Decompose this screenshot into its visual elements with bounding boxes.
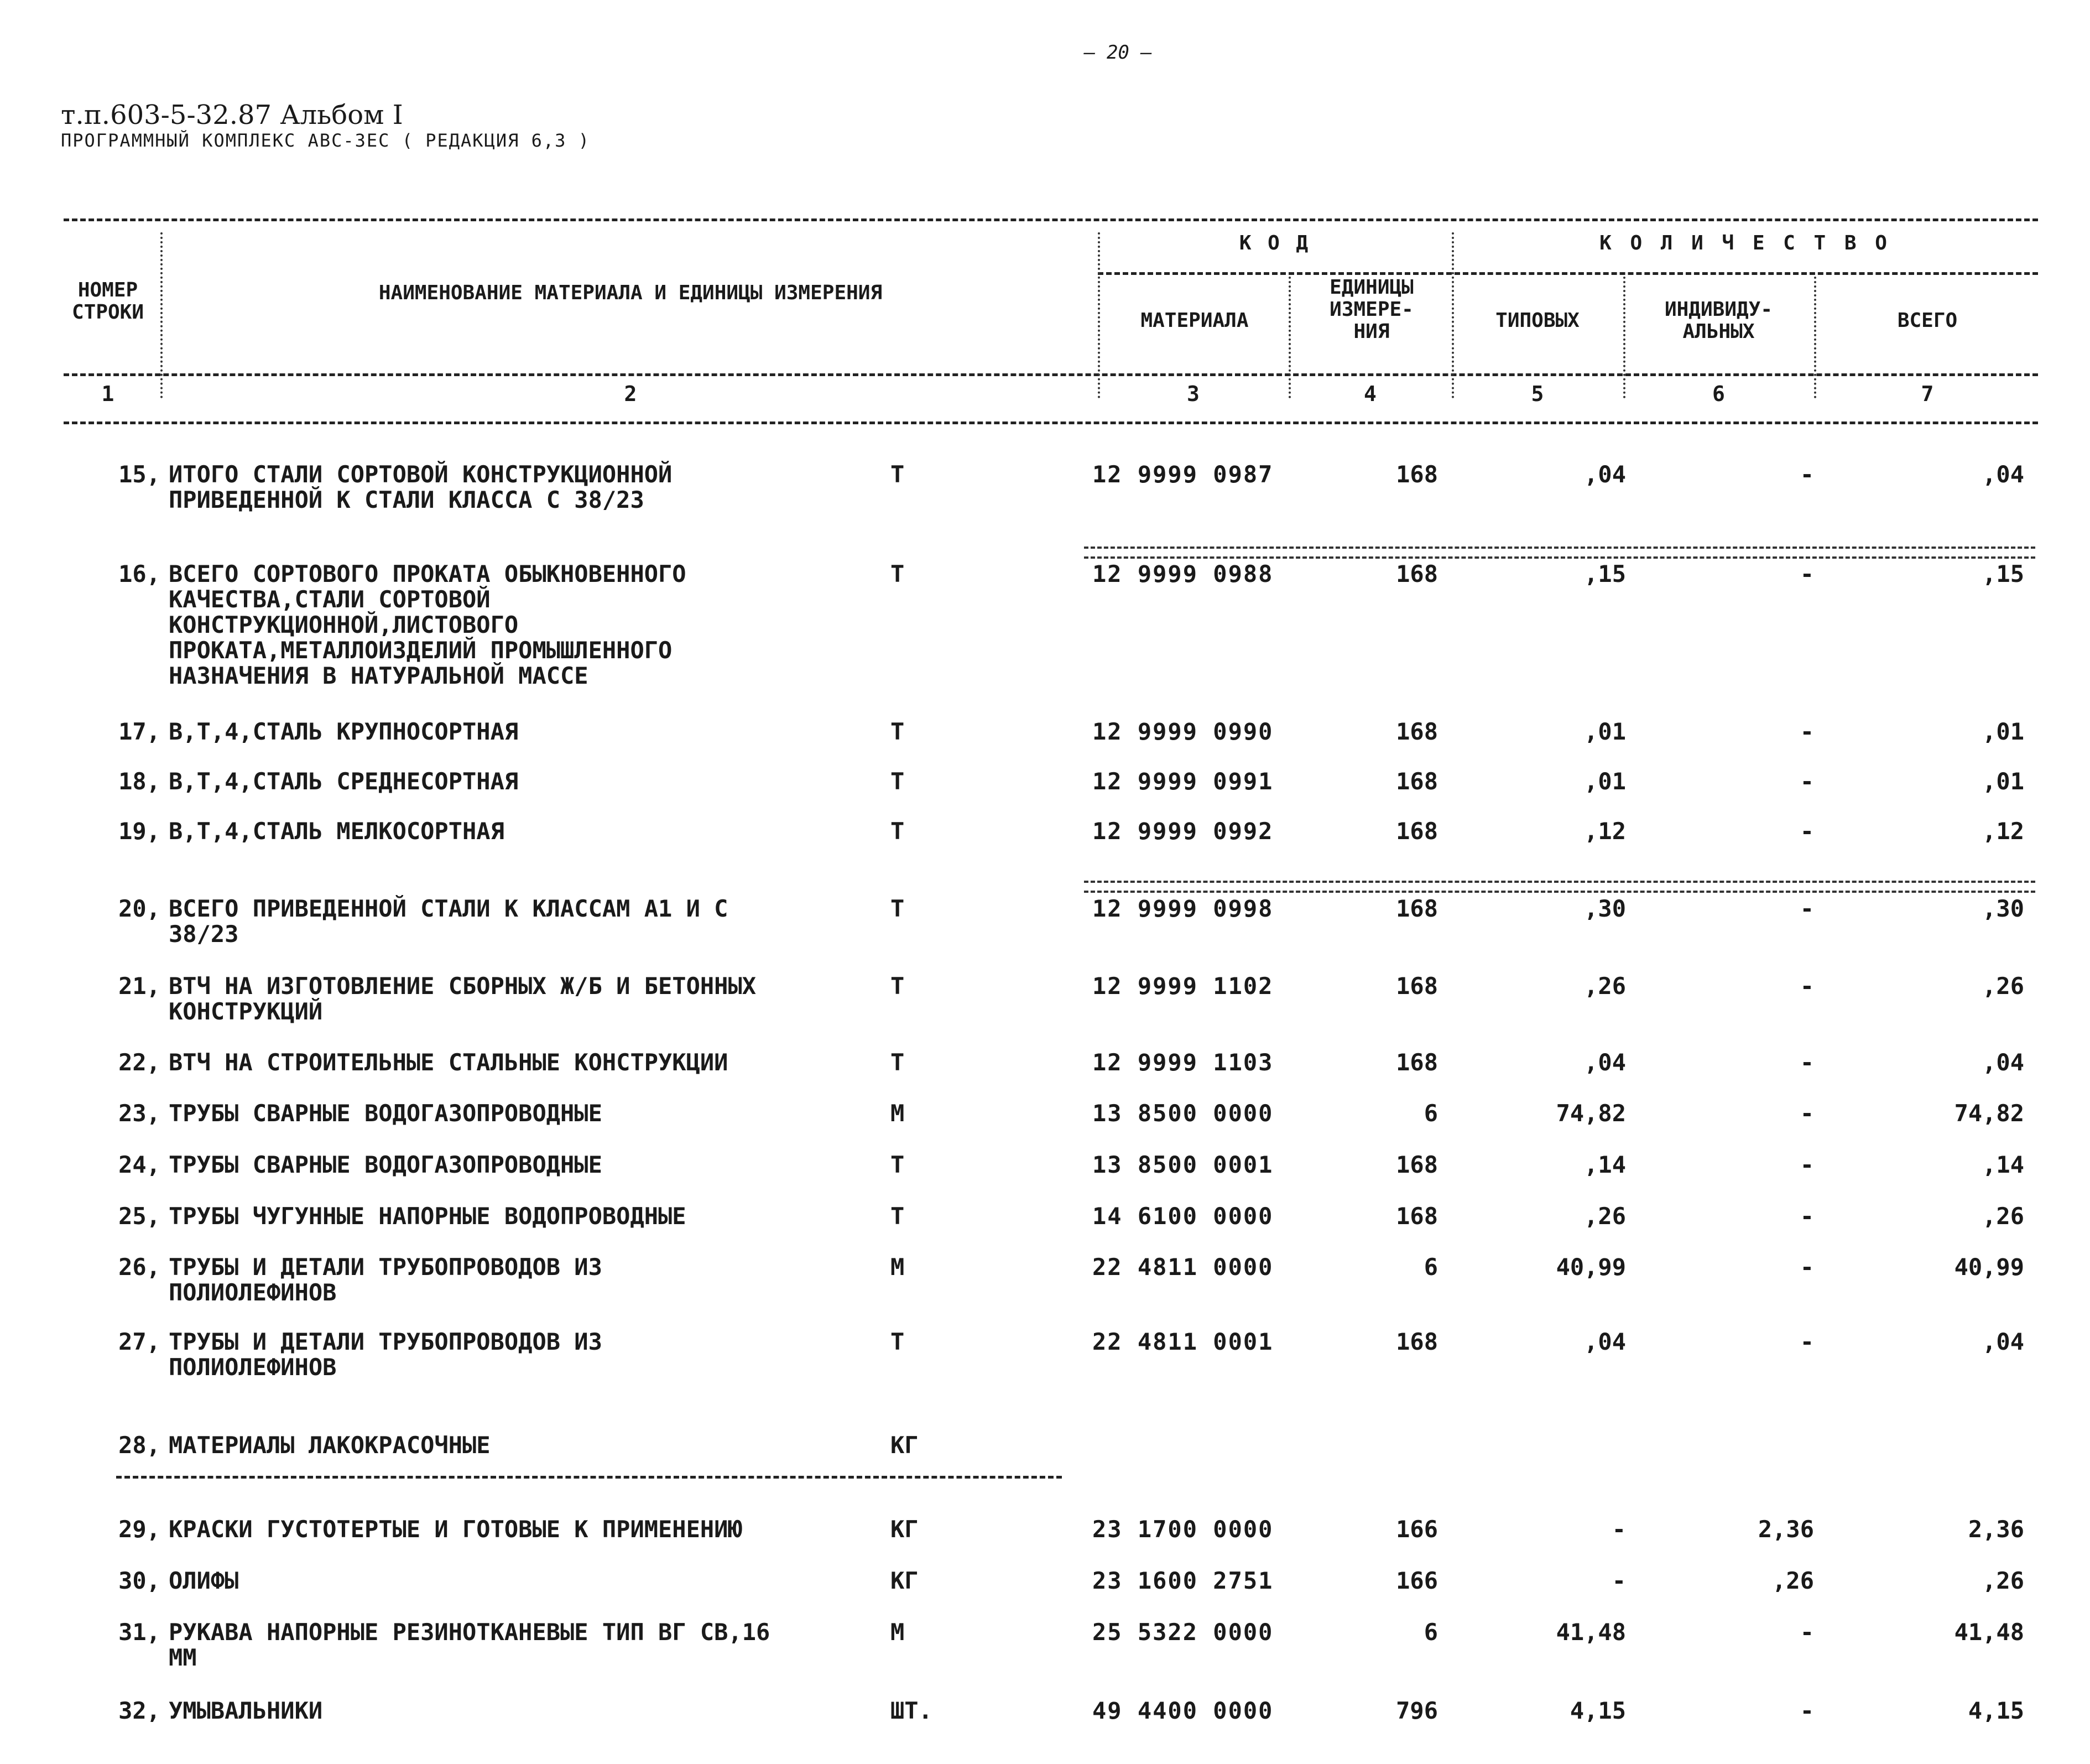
unit-of-measure: Т [890, 972, 905, 1000]
unit-code: 6 [1424, 1100, 1438, 1127]
material-name: УМЫВАЛЬНИКИ [169, 1697, 323, 1724]
material-code: 12 9999 0992 [1092, 818, 1274, 845]
unit-code: 166 [1396, 1516, 1438, 1543]
header-code: К О Д [1239, 232, 1311, 254]
quantity-subheader-rule [1455, 272, 2038, 275]
col-divider [160, 232, 163, 398]
header-code-unit: ЕДИНИЦЫ ИЗМЕРЕ- НИЯ [1330, 276, 1414, 343]
material-name: ТРУБЫ ЧУГУННЫЕ НАПОРНЫЕ ВОДОПРОВОДНЫЕ [169, 1203, 686, 1230]
material-code: 12 9999 0998 [1092, 895, 1274, 922]
unit-code: 796 [1396, 1697, 1438, 1724]
column-numbers-rule [64, 422, 2038, 424]
total-quantity: 74,82 [1954, 1100, 2024, 1127]
column-number: 5 [1531, 382, 1544, 406]
col-divider [1289, 277, 1291, 398]
total-quantity: ,30 [1982, 895, 2024, 922]
unit-code: 168 [1396, 768, 1438, 795]
unit-of-measure: ШТ. [890, 1697, 932, 1724]
row-number: 23, [118, 1100, 160, 1127]
total-quantity: ,15 [1982, 560, 2024, 587]
material-code: 14 6100 0000 [1092, 1203, 1274, 1230]
column-number: 1 [101, 382, 114, 406]
material-code: 23 1600 2751 [1092, 1567, 1274, 1594]
column-number: 6 [1712, 382, 1725, 406]
unit-of-measure: КГ [890, 1516, 919, 1543]
unit-code: 168 [1396, 1328, 1438, 1355]
row-number: 21, [118, 972, 160, 1000]
total-quantity: 4,15 [1968, 1697, 2024, 1724]
header-row-number: НОМЕР СТРОКИ [71, 279, 144, 324]
row-number: 32, [118, 1697, 160, 1724]
unit-of-measure: Т [890, 768, 905, 795]
typical-quantity: ,30 [1584, 895, 1626, 922]
material-name: МАТЕРИАЛЫ ЛАКОКРАСОЧНЫЕ [169, 1432, 491, 1459]
material-code: 12 9999 0988 [1092, 560, 1274, 587]
material-name: РУКАВА НАПОРНЫЕ РЕЗИНОТКАНЕВЫЕ ТИП ВГ СВ,16 ММ [169, 1619, 770, 1671]
material-code: 49 4400 0000 [1092, 1697, 1274, 1724]
row-number: 26, [118, 1253, 160, 1281]
total-quantity: 41,48 [1954, 1619, 2024, 1646]
individual-quantity: - [1800, 560, 1814, 587]
individual-quantity: - [1800, 1619, 1814, 1646]
total-quantity: ,04 [1982, 1049, 2024, 1076]
column-number: 2 [624, 382, 637, 406]
code-subheader-rule [1098, 272, 1485, 275]
material-name: ТРУБЫ И ДЕТАЛИ ТРУБОПРОВОДОВ ИЗ ПОЛИОЛЕФИНОВ [169, 1328, 602, 1381]
unit-code: 168 [1396, 1151, 1438, 1178]
header-total: ВСЕГО [1897, 309, 1958, 332]
row-number: 31, [118, 1619, 160, 1646]
total-quantity: ,26 [1982, 1567, 2024, 1594]
unit-of-measure: Т [890, 560, 905, 587]
unit-of-measure: М [890, 1253, 905, 1281]
total-quantity: ,26 [1982, 1203, 2024, 1230]
total-quantity: ,04 [1982, 1328, 2024, 1355]
typical-quantity: ,04 [1584, 1328, 1626, 1355]
individual-quantity: - [1800, 818, 1814, 845]
unit-of-measure: Т [890, 818, 905, 845]
individual-quantity: - [1800, 1049, 1814, 1076]
row-number: 29, [118, 1516, 160, 1543]
individual-quantity: 2,36 [1758, 1516, 1814, 1543]
individual-quantity: - [1800, 461, 1814, 488]
column-number: 4 [1364, 382, 1377, 406]
material-code: 12 9999 0991 [1092, 768, 1274, 795]
typical-quantity: ,01 [1584, 768, 1626, 795]
unit-of-measure: Т [890, 1151, 905, 1178]
double-separator [1084, 547, 2035, 559]
material-code: 22 4811 0000 [1092, 1253, 1274, 1281]
material-code: 25 5322 0000 [1092, 1619, 1274, 1646]
unit-code: 168 [1396, 895, 1438, 922]
row-number: 20, [118, 895, 160, 922]
unit-code: 168 [1396, 1203, 1438, 1230]
unit-of-measure: М [890, 1619, 905, 1646]
material-code: 13 8500 0000 [1092, 1100, 1274, 1127]
typical-quantity: ,01 [1584, 718, 1626, 745]
row-number: 19, [118, 818, 160, 845]
row-number: 28, [118, 1432, 160, 1459]
row-number: 27, [118, 1328, 160, 1355]
unit-of-measure: Т [890, 718, 905, 745]
unit-of-measure: Т [890, 1203, 905, 1230]
unit-of-measure: Т [890, 895, 905, 922]
typical-quantity: - [1612, 1567, 1626, 1594]
material-name: ТРУБЫ СВАРНЫЕ ВОДОГАЗОПРОВОДНЫЕ [169, 1100, 602, 1127]
row-number: 16, [118, 560, 160, 587]
material-code: 22 4811 0001 [1092, 1328, 1274, 1355]
individual-quantity: - [1800, 1328, 1814, 1355]
material-name: КРАСКИ ГУСТОТЕРТЫЕ И ГОТОВЫЕ К ПРИМЕНЕНИЮ [169, 1516, 742, 1543]
typical-quantity: ,26 [1584, 1203, 1626, 1230]
individual-quantity: - [1800, 895, 1814, 922]
material-name: ТРУБЫ И ДЕТАЛИ ТРУБОПРОВОДОВ ИЗ ПОЛИОЛЕФИНОВ [169, 1253, 602, 1306]
individual-quantity: - [1800, 1253, 1814, 1281]
unit-code: 168 [1396, 1049, 1438, 1076]
header-typical: ТИПОВЫХ [1495, 309, 1580, 332]
group-underline [116, 1476, 1062, 1479]
header-bottom-rule [64, 373, 2038, 376]
typical-quantity: 74,82 [1556, 1100, 1626, 1127]
typical-quantity: 4,15 [1570, 1697, 1626, 1724]
total-quantity: ,01 [1982, 718, 2024, 745]
program-complex-line: ПРОГРАММНЫЙ КОМПЛЕКС АВС-3ЕС ( РЕДАКЦИЯ 6,3 ) [61, 130, 590, 151]
material-code: 23 1700 0000 [1092, 1516, 1274, 1543]
total-quantity: ,26 [1982, 972, 2024, 1000]
unit-code: 166 [1396, 1567, 1438, 1594]
material-name: ИТОГО СТАЛИ СОРТОВОЙ КОНСТРУКЦИОННОЙ ПРИВЕДЕННОЙ К СТАЛИ КЛАССА С 38/23 [169, 461, 673, 513]
col-divider [1623, 277, 1625, 398]
total-quantity: 40,99 [1954, 1253, 2024, 1281]
material-name: ОЛИФЫ [169, 1567, 239, 1594]
individual-quantity: - [1800, 972, 1814, 1000]
col-divider [1814, 277, 1816, 398]
material-name: В,Т,4,СТАЛЬ СРЕДНЕСОРТНАЯ [169, 768, 519, 795]
col-divider [1098, 232, 1100, 398]
header-quantity: К О Л И Ч Е С Т В О [1599, 232, 1890, 254]
total-quantity: 2,36 [1968, 1516, 2024, 1543]
material-code: 12 9999 0990 [1092, 718, 1274, 745]
material-name: ТРУБЫ СВАРНЫЕ ВОДОГАЗОПРОВОДНЫЕ [169, 1151, 602, 1178]
document-code: т.п.603-5-32.87 Альбом I [61, 100, 403, 131]
row-number: 25, [118, 1203, 160, 1230]
individual-quantity: - [1800, 1100, 1814, 1127]
individual-quantity: - [1800, 1697, 1814, 1724]
individual-quantity: - [1800, 768, 1814, 795]
typical-quantity: 41,48 [1556, 1619, 1626, 1646]
row-number: 24, [118, 1151, 160, 1178]
total-quantity: ,01 [1982, 768, 2024, 795]
material-name: ВСЕГО СОРТОВОГО ПРОКАТА ОБЫКНОВЕННОГО КАЧЕСТВА,СТАЛИ СОРТОВОЙ КОНСТРУКЦИОННОЙ,ЛИСТОВОГО ПРОКАТА,МЕТАЛЛОИЗДЕЛИЙ ПРОМЫШЛЕННОГО НАЗНАЧЕНИЯ В НАТУРАЛЬНОЙ МАССЕ [169, 560, 686, 689]
row-number: 30, [118, 1567, 160, 1594]
col-divider [1452, 232, 1454, 398]
unit-code: 168 [1396, 461, 1438, 488]
material-code: 13 8500 0001 [1092, 1151, 1274, 1178]
individual-quantity: - [1800, 1151, 1814, 1178]
material-code: 12 9999 1102 [1092, 972, 1274, 1000]
total-quantity: ,04 [1982, 461, 2024, 488]
typical-quantity: ,12 [1584, 818, 1626, 845]
individual-quantity: - [1800, 718, 1814, 745]
material-name: ВСЕГО ПРИВЕДЕННОЙ СТАЛИ К КЛАССАМ А1 И С 38/23 [169, 895, 728, 948]
typical-quantity: ,04 [1584, 1049, 1626, 1076]
material-name: В,Т,4,СТАЛЬ МЕЛКОСОРТНАЯ [169, 818, 504, 845]
row-number: 17, [118, 718, 160, 745]
total-quantity: ,14 [1982, 1151, 2024, 1178]
row-number: 15, [118, 461, 160, 488]
unit-code: 168 [1396, 972, 1438, 1000]
column-number: 3 [1187, 382, 1200, 406]
unit-code: 6 [1424, 1253, 1438, 1281]
individual-quantity: ,26 [1772, 1567, 1814, 1594]
individual-quantity: - [1800, 1203, 1814, 1230]
unit-of-measure: М [890, 1100, 905, 1127]
header-individual: ИНДИВИДУ- АЛЬНЫХ [1664, 298, 1773, 343]
unit-of-measure: Т [890, 1328, 905, 1355]
typical-quantity: ,04 [1584, 461, 1626, 488]
material-name: В,Т,4,СТАЛЬ КРУПНОСОРТНАЯ [169, 718, 519, 745]
material-code: 12 9999 1103 [1092, 1049, 1274, 1076]
typical-quantity: ,15 [1584, 560, 1626, 587]
unit-code: 168 [1396, 718, 1438, 745]
double-separator [1084, 881, 2035, 893]
typical-quantity: ,26 [1584, 972, 1626, 1000]
row-number: 18, [118, 768, 160, 795]
material-name: ВТЧ НА СТРОИТЕЛЬНЫЕ СТАЛЬНЫЕ КОНСТРУКЦИИ [169, 1049, 728, 1076]
total-quantity: ,12 [1982, 818, 2024, 845]
typical-quantity: 40,99 [1556, 1253, 1626, 1281]
row-number: 22, [118, 1049, 160, 1076]
page-number: — 20 — [1084, 41, 1152, 64]
unit-code: 168 [1396, 818, 1438, 845]
material-name: ВТЧ НА ИЗГОТОВЛЕНИЕ СБОРНЫХ Ж/Б И БЕТОННЫХ КОНСТРУКЦИЙ [169, 972, 757, 1025]
unit-code: 6 [1424, 1619, 1438, 1646]
header-code-material: МАТЕРИАЛА [1140, 309, 1249, 332]
unit-of-measure: Т [890, 1049, 905, 1076]
unit-of-measure: КГ [890, 1567, 919, 1594]
typical-quantity: ,14 [1584, 1151, 1626, 1178]
column-number: 7 [1921, 382, 1934, 406]
material-code: 12 9999 0987 [1092, 461, 1274, 488]
unit-code: 168 [1396, 560, 1438, 587]
unit-of-measure: Т [890, 461, 905, 488]
table-top-rule [64, 218, 2038, 221]
header-material-name: НАИМЕНОВАНИЕ МАТЕРИАЛА И ЕДИНИЦЫ ИЗМЕРЕНИЯ [378, 282, 883, 304]
unit-of-measure: КГ [890, 1432, 919, 1459]
typical-quantity: - [1612, 1516, 1626, 1543]
